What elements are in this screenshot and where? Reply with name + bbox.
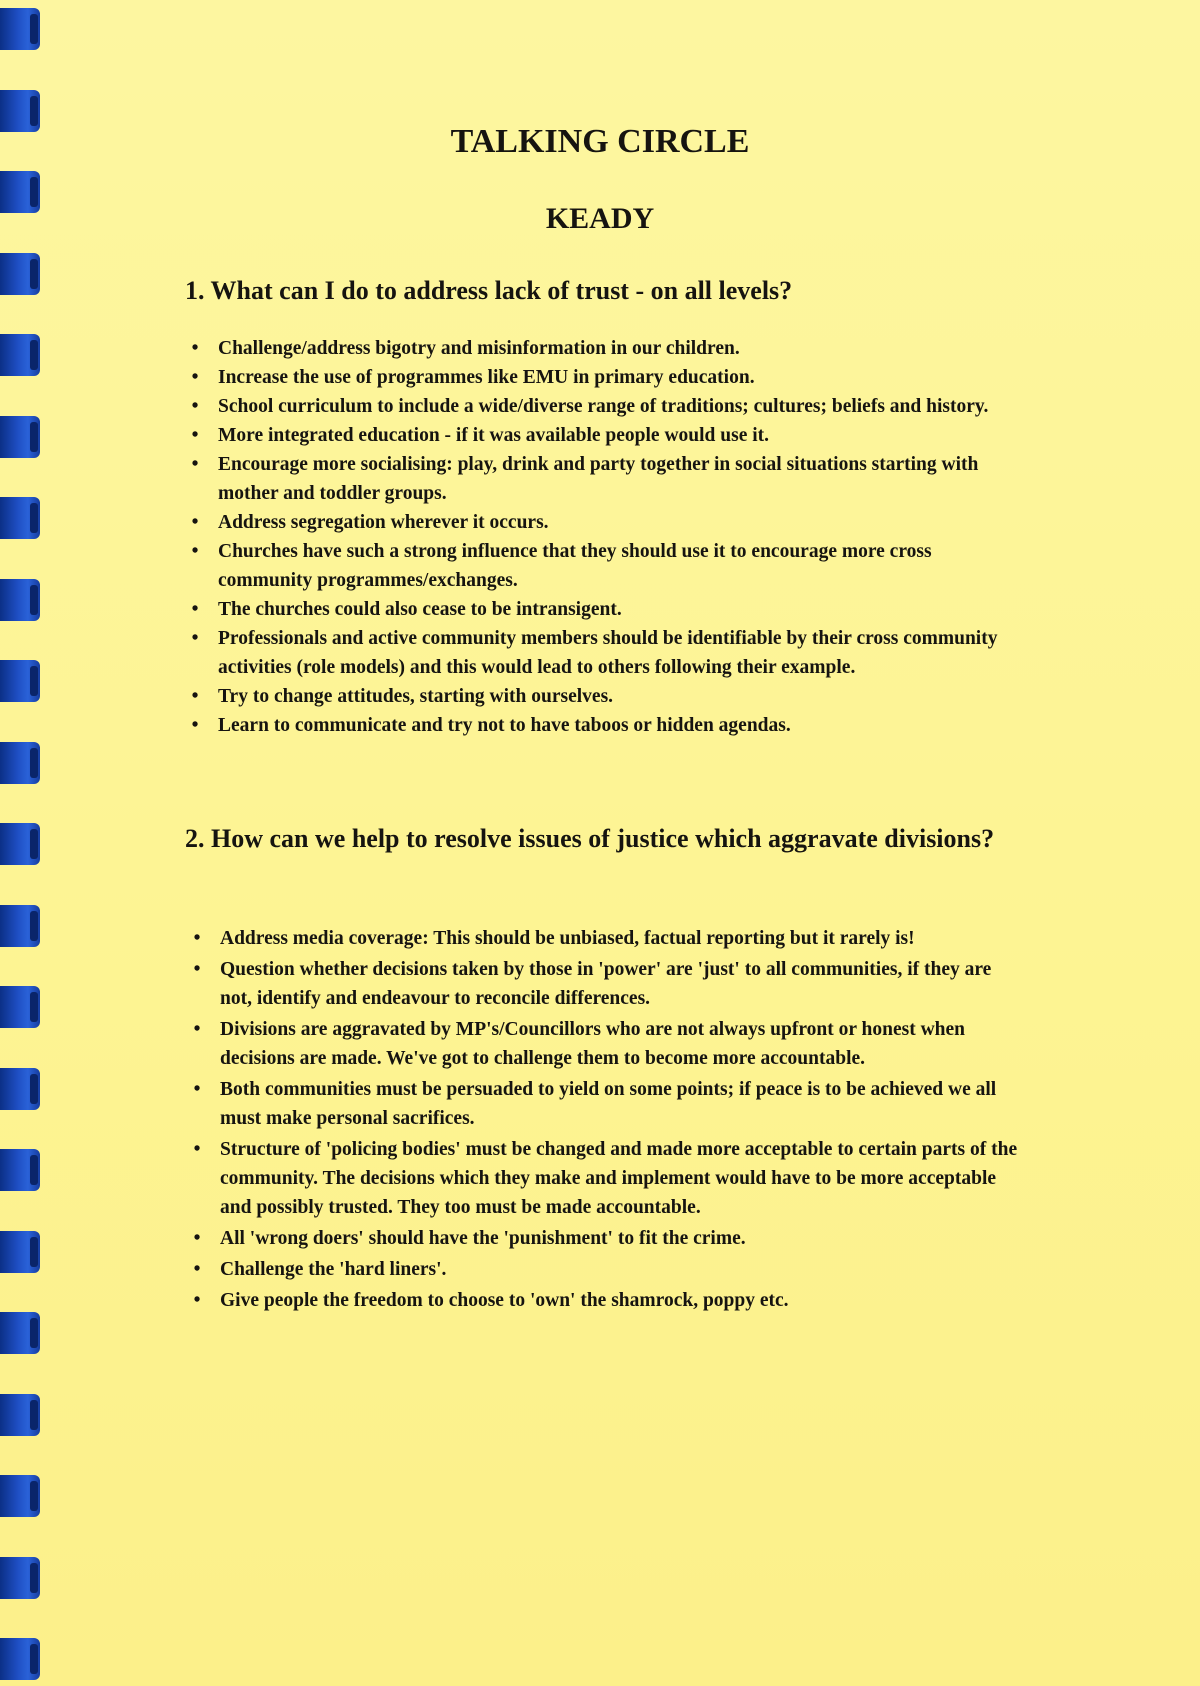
binding-loop bbox=[0, 1638, 40, 1680]
list-item-text: Professionals and active community members should be identifiable by their cross community activities (role models) and this would lead to others following their example. bbox=[218, 628, 998, 678]
bullet-icon: • bbox=[191, 512, 199, 533]
list-item bbox=[187, 1015, 1022, 1073]
list-item bbox=[185, 421, 1015, 450]
list-item bbox=[185, 711, 1015, 740]
section1-list bbox=[185, 334, 1015, 740]
bullet-icon: • bbox=[193, 1139, 201, 1160]
list-item bbox=[187, 955, 1022, 1013]
list-item bbox=[187, 1135, 1022, 1222]
binding-loop bbox=[0, 1231, 40, 1273]
list-item bbox=[187, 924, 1022, 953]
section2-heading: 2. How can we help to resolve issues of justice which aggravate divisions? bbox=[185, 824, 995, 853]
binding-loop bbox=[0, 823, 40, 865]
list-item-text: Encourage more socialising: play, drink and party together in social situations starting with mother and toddler groups. bbox=[218, 454, 979, 504]
bullet-icon: • bbox=[191, 425, 199, 446]
list-item-text: Try to change attitudes, starting with ourselves. bbox=[218, 686, 614, 707]
document-subtitle: KEADY bbox=[545, 202, 655, 235]
list-item bbox=[185, 363, 1015, 392]
document-title: TALKING CIRCLE bbox=[450, 123, 750, 160]
bullet-icon: • bbox=[193, 959, 201, 980]
binding-loop bbox=[0, 986, 40, 1028]
list-item bbox=[187, 1255, 1022, 1284]
bullet-icon: • bbox=[193, 1290, 201, 1311]
list-item-text: Structure of 'policing bodies' must be changed and made more acceptable to certain parts of the community. The decisions which they make and implement would have to be more acceptable and possibly trusted. They too must be made accountable. bbox=[220, 1139, 1018, 1218]
binding-loop bbox=[0, 497, 40, 539]
list-item bbox=[185, 624, 1015, 682]
bullet-icon: • bbox=[193, 1019, 201, 1040]
bullet-icon: • bbox=[191, 686, 199, 707]
list-item-text: Learn to communicate and try not to have taboos or hidden agendas. bbox=[218, 715, 791, 736]
binding-loop bbox=[0, 1068, 40, 1110]
section2-list bbox=[187, 924, 1022, 1317]
bullet-icon: • bbox=[191, 541, 199, 562]
list-item bbox=[185, 508, 1015, 537]
list-item-text: School curriculum to include a wide/diverse range of traditions; cultures; beliefs and history. bbox=[218, 396, 989, 417]
list-item bbox=[187, 1075, 1022, 1133]
bullet-icon: • bbox=[191, 715, 199, 736]
binding-loop bbox=[0, 660, 40, 702]
binding-loop bbox=[0, 1557, 40, 1599]
list-item bbox=[185, 450, 1015, 508]
binding-loop bbox=[0, 253, 40, 295]
bullet-icon: • bbox=[191, 367, 199, 388]
list-item-text: Give people the freedom to choose to 'own' the shamrock, poppy etc. bbox=[220, 1290, 789, 1311]
list-item-text: More integrated education - if it was available people would use it. bbox=[218, 425, 770, 446]
list-item-text: The churches could also cease to be intransigent. bbox=[218, 599, 622, 620]
binding-loop bbox=[0, 905, 40, 947]
binding-loop bbox=[0, 742, 40, 784]
binding-loop bbox=[0, 8, 40, 50]
bullet-icon: • bbox=[191, 396, 199, 417]
bullet-icon: • bbox=[193, 1079, 201, 1100]
bullet-icon: • bbox=[191, 599, 199, 620]
list-item-text: Increase the use of programmes like EMU in primary education. bbox=[218, 367, 755, 388]
list-item bbox=[187, 1224, 1022, 1253]
list-item-text: Challenge/address bigotry and misinformation in our children. bbox=[218, 338, 740, 359]
list-item-text: Challenge the 'hard liners'. bbox=[220, 1259, 447, 1280]
list-item-text: Address media coverage: This should be unbiased, factual reporting but it rarely is! bbox=[220, 928, 915, 949]
list-item bbox=[185, 682, 1015, 711]
list-item-text: Churches have such a strong influence that they should use it to encourage more cross community programmes/exchanges. bbox=[218, 541, 932, 591]
binding-loop bbox=[0, 1475, 40, 1517]
binding-loop bbox=[0, 1394, 40, 1436]
list-item-text: All 'wrong doers' should have the 'punishment' to fit the crime. bbox=[220, 1228, 746, 1249]
list-item-text: Question whether decisions taken by those in 'power' are 'just' to all communities, if they are not, identify and endeavour to reconcile differences. bbox=[220, 959, 992, 1009]
list-item-text: Both communities must be persuaded to yield on some points; if peace is to be achieved we all must make personal sacrifices. bbox=[220, 1079, 997, 1129]
binding-loop bbox=[0, 1312, 40, 1354]
list-item-text: Address segregation wherever it occurs. bbox=[218, 512, 549, 533]
bullet-icon: • bbox=[193, 1259, 201, 1280]
binding-loop bbox=[0, 416, 40, 458]
binding-loop bbox=[0, 579, 40, 621]
section1-heading: 1. What can I do to address lack of trust - on all levels? bbox=[185, 276, 793, 305]
bullet-icon: • bbox=[191, 628, 199, 649]
bullet-icon: • bbox=[193, 928, 201, 949]
binding-loop bbox=[0, 334, 40, 376]
list-item bbox=[185, 334, 1015, 363]
bullet-icon: • bbox=[191, 338, 199, 359]
list-item bbox=[185, 595, 1015, 624]
list-item bbox=[185, 537, 1015, 595]
list-item-text: Divisions are aggravated by MP's/Councillors who are not always upfront or honest when decisions are made. We've got to challenge them to become more accountable. bbox=[220, 1019, 966, 1069]
list-item bbox=[185, 392, 1015, 421]
list-item bbox=[187, 1286, 1022, 1315]
binding-loop bbox=[0, 1149, 40, 1191]
bullet-icon: • bbox=[193, 1228, 201, 1249]
bullet-icon: • bbox=[191, 454, 199, 475]
spiral-binding bbox=[0, 0, 44, 1686]
